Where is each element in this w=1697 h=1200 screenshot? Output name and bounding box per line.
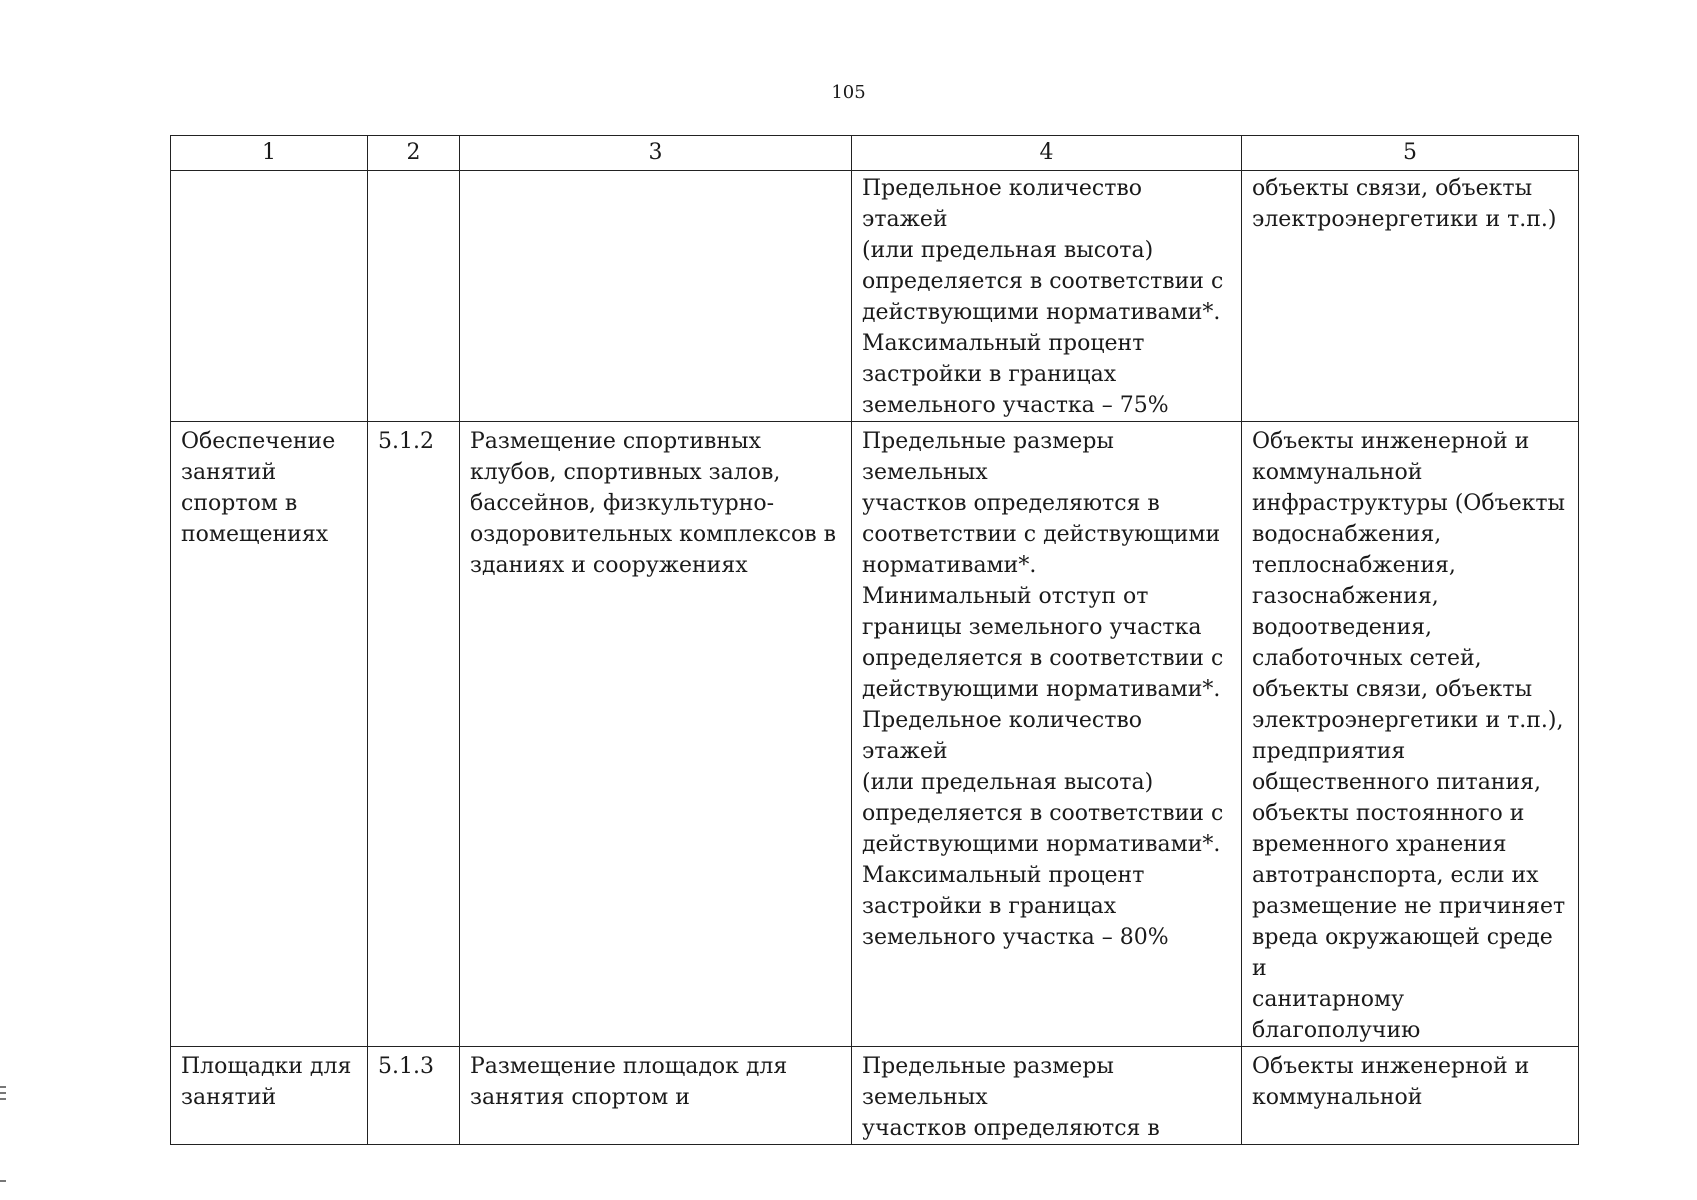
cell-code: 5.1.2: [368, 422, 460, 1047]
table-row-5-1-3: [171, 1047, 1579, 1145]
cell-parameters: Предельное количество этажей (или предельная высота) определяется в соответствии с действующими нормативами*. Максимальный процент застройки в границах земельного участка – 75%: [852, 171, 1242, 422]
cell-description: [460, 171, 852, 422]
zoning-regulations-table: [170, 135, 1579, 1145]
column-header-1: 1: [171, 136, 368, 171]
scan-mark: [0, 1098, 6, 1100]
table-row-continuation: [171, 171, 1579, 422]
column-header-2: 2: [368, 136, 460, 171]
table-header-row: [171, 136, 1579, 171]
cell-code: [368, 171, 460, 422]
scan-mark: [0, 1180, 6, 1182]
column-header-4: 4: [852, 136, 1242, 171]
cell-use-name: [171, 171, 368, 422]
scan-mark: [0, 1086, 6, 1088]
cell-description: Размещение спортивных клубов, спортивных залов, бассейнов, физкультурно- оздоровительных комплексов в зданиях и сооружениях: [460, 422, 852, 1047]
column-header-5: 5: [1242, 136, 1579, 171]
cell-parameters: Предельные размеры земельных участков определяются в: [852, 1047, 1242, 1145]
cell-use-name: Обеспечение занятий спортом в помещениях: [171, 422, 368, 1047]
cell-code: 5.1.3: [368, 1047, 460, 1145]
cell-description: Размещение площадок для занятия спортом и: [460, 1047, 852, 1145]
cell-auxiliary-uses: Объекты инженерной и коммунальной инфраструктуры (Объекты водоснабжения, теплоснабжения, газоснабжения, водоотведения, слаботочных сетей, объекты связи, объекты электроэнергетики и т.п.), предприятия общественного питания, объекты постоянного и временного хранения автотранспорта, если их размещение не причиняет вреда окружающей среде и санитарному благополучию: [1242, 422, 1579, 1047]
table-row-5-1-2: [171, 422, 1579, 1047]
scan-mark: [0, 1092, 6, 1094]
cell-auxiliary-uses: Объекты инженерной и коммунальной: [1242, 1047, 1579, 1145]
page-number: 105: [831, 82, 866, 103]
cell-auxiliary-uses: объекты связи, объекты электроэнергетики и т.п.): [1242, 171, 1579, 422]
column-header-3: 3: [460, 136, 852, 171]
cell-use-name: Площадки для занятий: [171, 1047, 368, 1145]
cell-parameters: Предельные размеры земельных участков определяются в соответствии с действующими нормативами*. Минимальный отступ от границы земельного участка определяется в соответствии с действующими нормативами*. Предельное количество этажей (или предельная высота) определяется в соответствии с действующими нормативами*. Максимальный процент застройки в границах земельного участка – 80%: [852, 422, 1242, 1047]
